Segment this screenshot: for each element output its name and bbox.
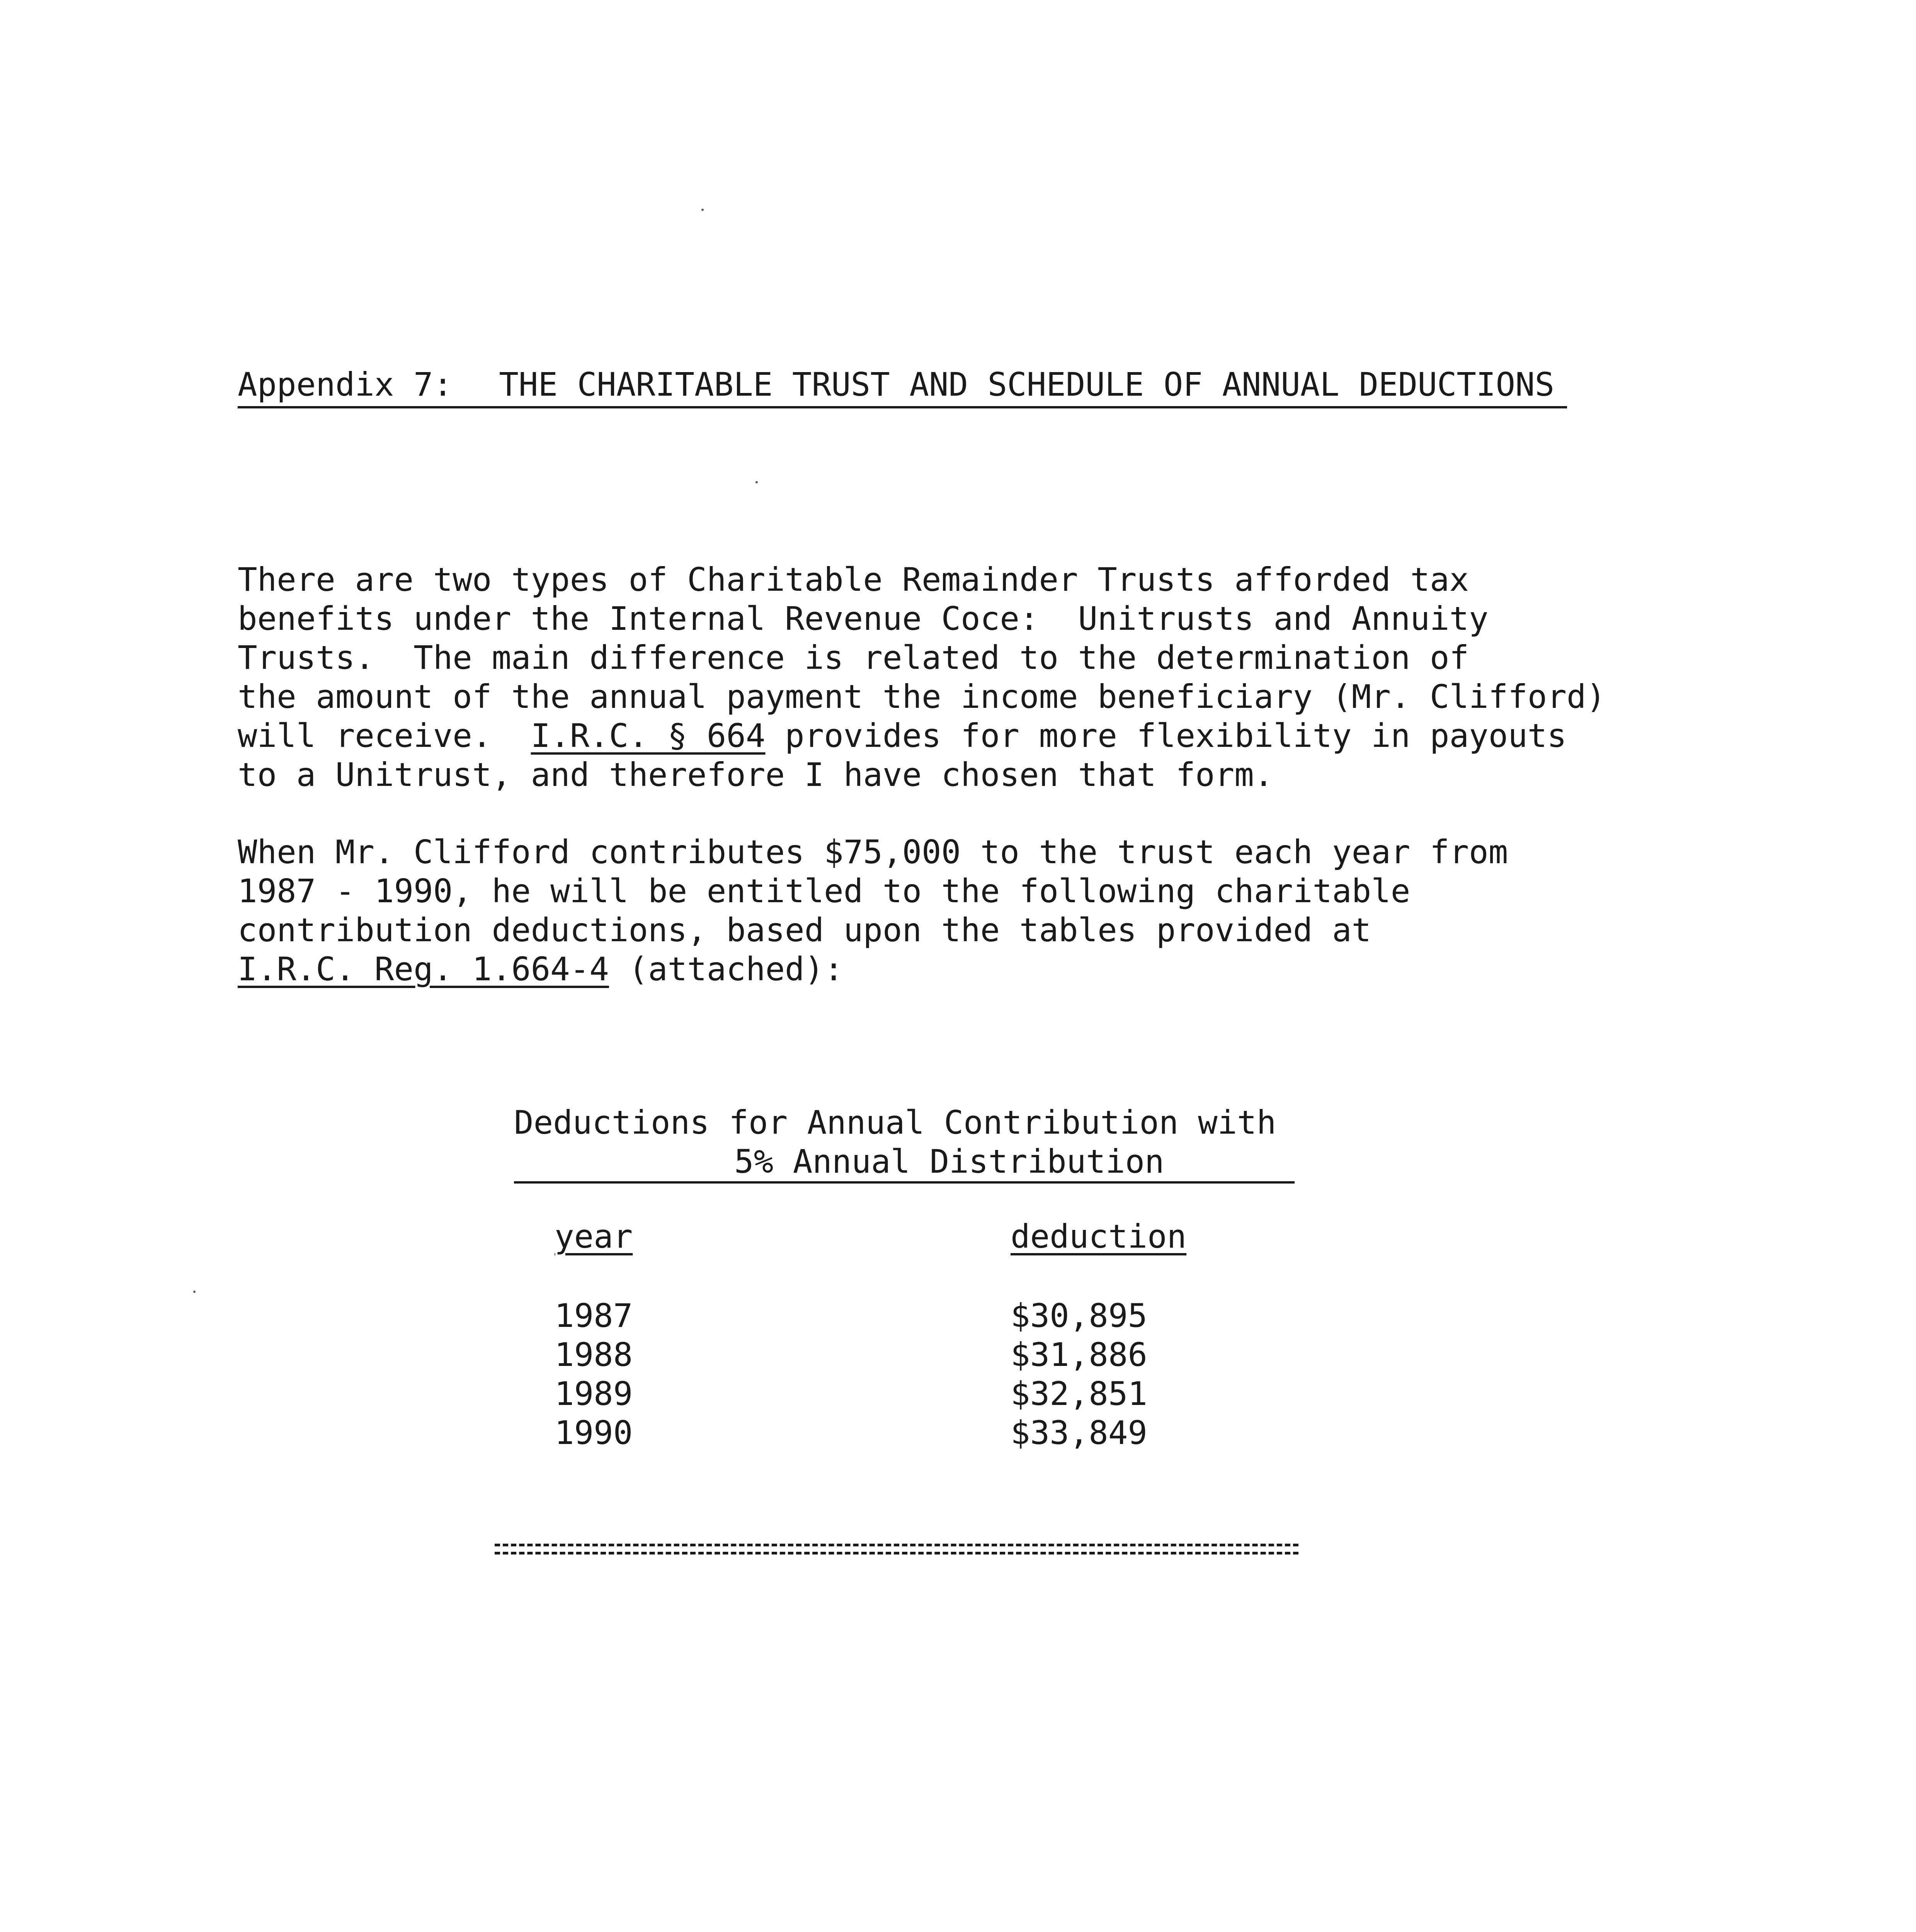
deduction-cell: $31,886 — [1011, 1336, 1148, 1374]
year-cell: 1988 — [555, 1336, 633, 1374]
text-line: When Mr. Clifford contributes $75,000 to the trust each year from — [238, 833, 1508, 871]
text-line: to a Unitrust, and therefore I have chosen that form. — [238, 756, 1274, 794]
text-line: 1987 - 1990, he will be entitled to the following charitable — [238, 872, 1411, 910]
text-line — [238, 716, 1606, 755]
year-cell: 1987 — [555, 1297, 633, 1335]
text-line: contribution deductions, based upon the tables provided at — [238, 911, 1371, 949]
table-title — [514, 1103, 1295, 1184]
appendix-label: Appendix 7: — [238, 366, 453, 403]
scan-speck — [701, 209, 704, 211]
year-cell: 1989 — [555, 1375, 633, 1413]
deduction-cell: $32,851 — [1011, 1375, 1148, 1413]
column-header-year: year — [555, 1218, 633, 1255]
table-title-line: Deductions for Annual Contribution with — [514, 1104, 1276, 1141]
appendix-heading — [238, 365, 1567, 408]
end-divider — [495, 1544, 1298, 1554]
scan-speck — [193, 1291, 196, 1293]
scan-speck — [756, 481, 758, 483]
text-segment: (attached): — [609, 950, 844, 988]
column-header-deduction: deduction — [1011, 1218, 1187, 1255]
paragraph-contributions — [238, 833, 1508, 989]
text-line: There are two types of Charitable Remainder Trusts afforded tax — [238, 561, 1469, 599]
table-title-line: 5% Annual Distribution — [734, 1143, 1164, 1180]
irc-reg-citation: I.R.C. Reg. 1.664-4 — [238, 950, 609, 988]
text-line: benefits under the Internal Revenue Coce: Unitrusts and Annuity — [238, 600, 1489, 638]
year-cell: 1990 — [555, 1414, 633, 1452]
deduction-column — [1011, 1296, 1147, 1452]
year-column — [555, 1296, 633, 1452]
text-segment: will receive. — [238, 717, 531, 755]
text-line — [238, 950, 1508, 989]
text-line: the amount of the annual payment the income beneficiary (Mr. Clifford) — [238, 678, 1606, 716]
irc-664-citation: I.R.C. § 664 — [531, 717, 766, 755]
text-segment: provides for more flexibility in payouts — [765, 717, 1567, 755]
text-line: Trusts. The main difference is related to the determination of — [238, 639, 1469, 677]
deduction-cell: $30,895 — [1011, 1297, 1148, 1335]
deduction-cell: $33,849 — [1011, 1414, 1148, 1452]
appendix-title: THE CHARITABLE TRUST AND SCHEDULE OF ANNUAL DEDUCTIONS — [499, 366, 1555, 403]
paragraph-trust-types — [238, 560, 1606, 794]
